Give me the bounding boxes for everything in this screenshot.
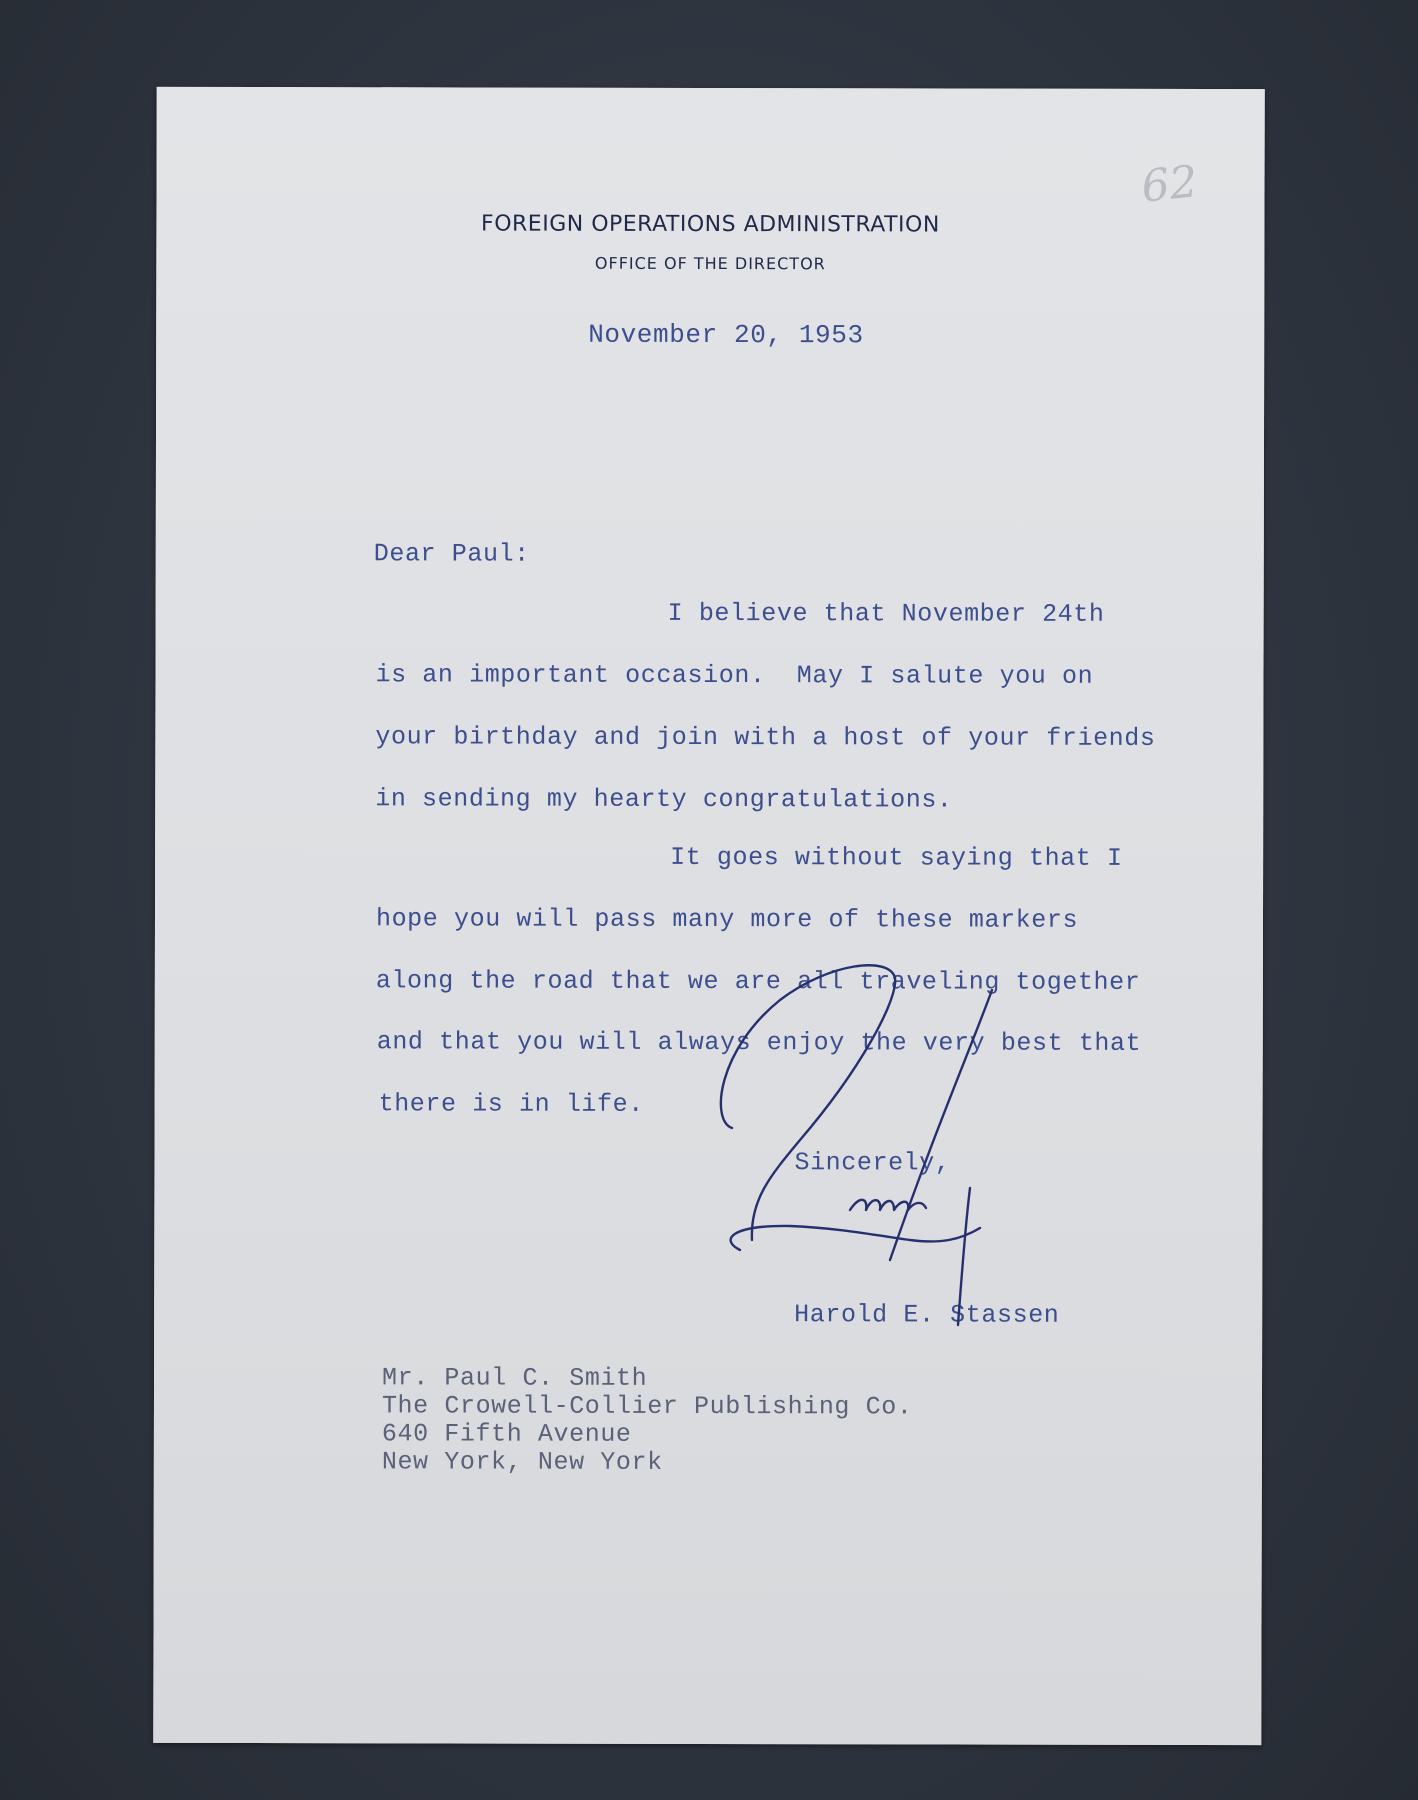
letterhead-agency: FOREIGN OPERATIONS ADMINISTRATION [481,211,940,238]
body-line: and that you will always enjoy the very best that [376,1027,1142,1058]
handwritten-signature [700,990,1020,1290]
recipient-city: New York, New York [381,1447,663,1477]
salutation: Dear Paul: [373,539,530,569]
body-line: It goes without saying that I [670,842,1123,873]
recipient-name: Mr. Paul C. Smith [382,1363,648,1393]
body-line: I believe that November 24th [667,598,1105,629]
page-number-mark: 62 [1139,156,1200,213]
closing: Sincerely, [794,1148,951,1178]
body-line: there is in life. [378,1089,644,1119]
signer-name: Harold E. Stassen [794,1300,1060,1330]
letter-sheet [153,87,1264,1745]
recipient-street: 640 Fifth Avenue [381,1419,632,1449]
body-line: in sending my hearty congratulations. [375,784,953,815]
recipient-company: The Crowell-Collier Publishing Co. [381,1391,913,1422]
letterhead-office: OFFICE OF THE DIRECTOR [594,253,826,274]
body-line: hope you will pass many more of these markers [375,904,1079,935]
body-line: is an important occasion. May I salute you on [375,660,1094,691]
body-line: along the road that we are all traveling together [375,966,1141,997]
body-line: your birthday and join with a host of your friends [375,722,1156,753]
letter-date: November 20, 1953 [588,319,864,351]
